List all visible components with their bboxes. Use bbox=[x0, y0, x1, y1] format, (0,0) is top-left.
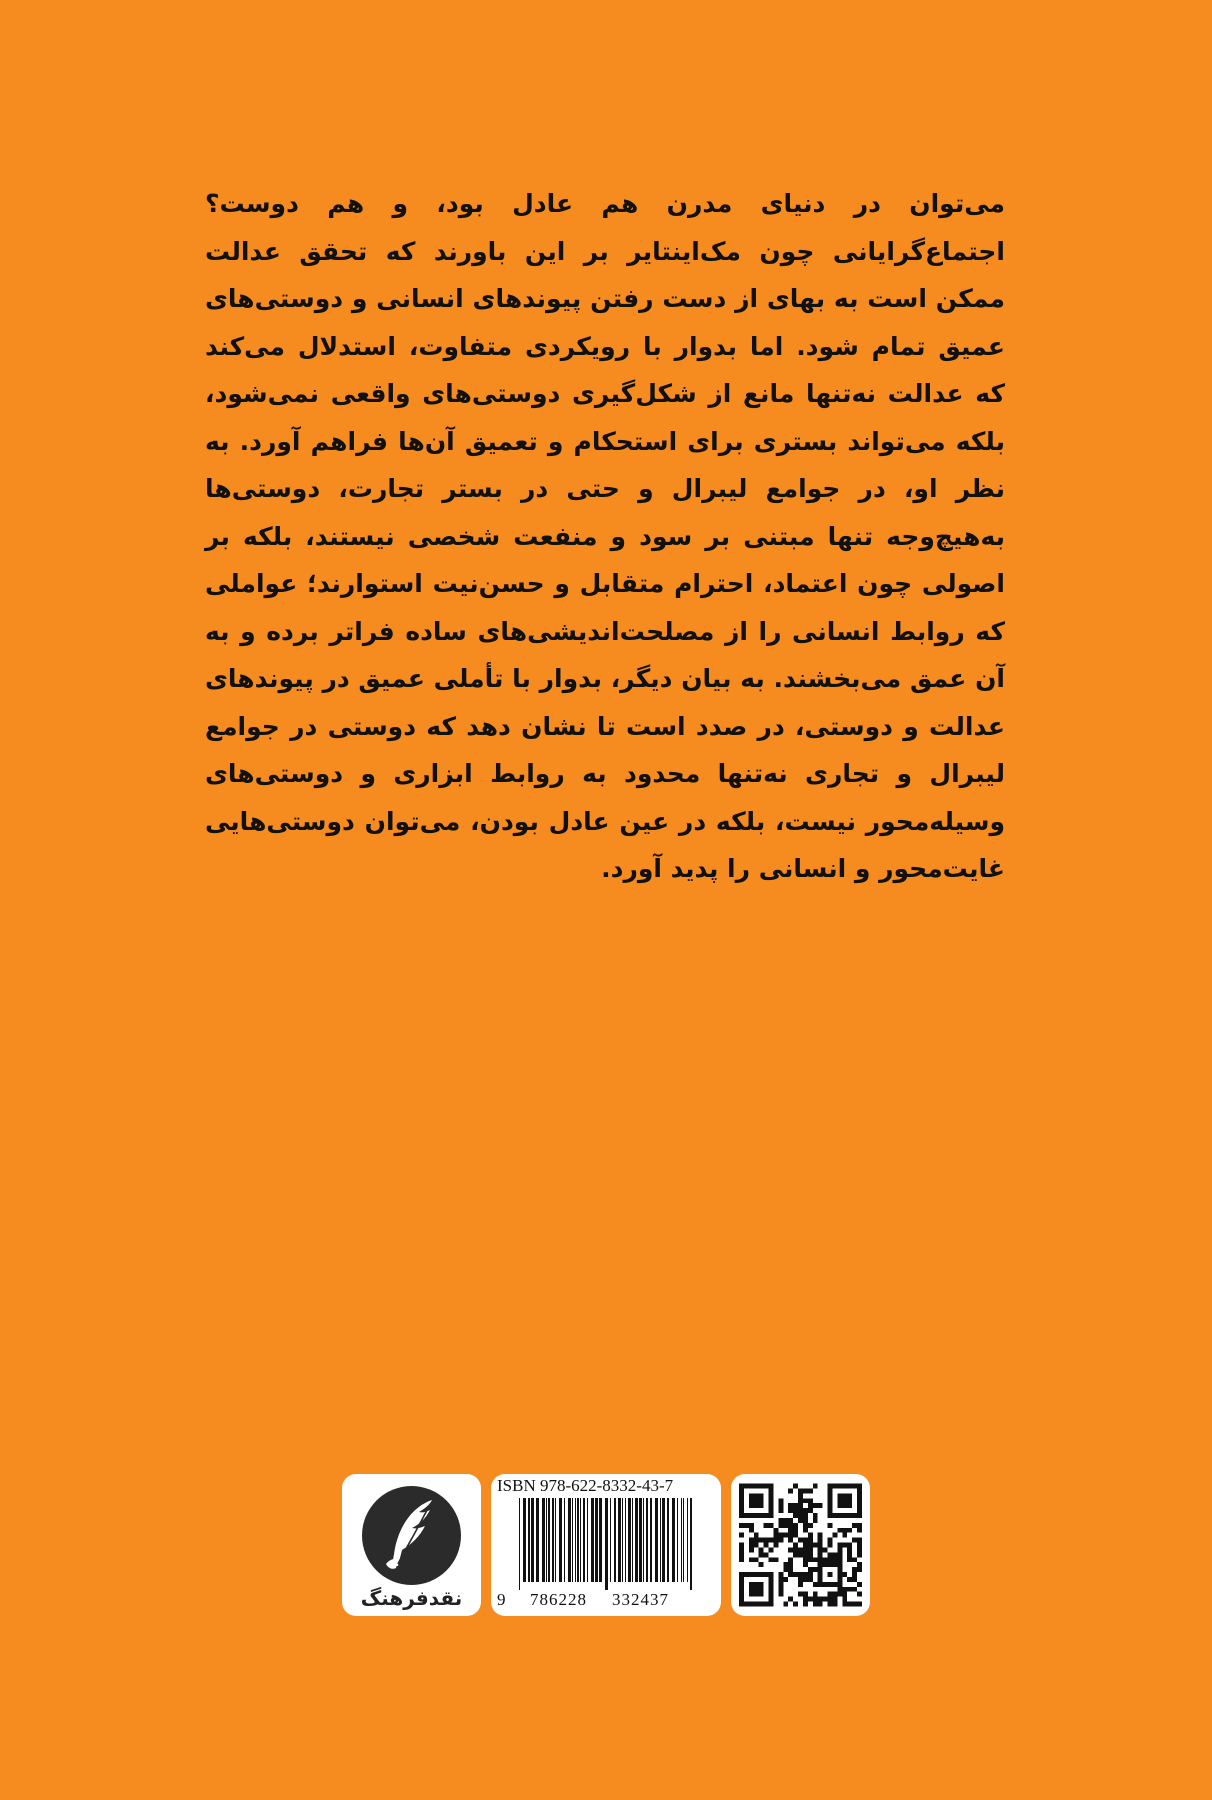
isbn-label: ISBN 978-622-8332-43-7 bbox=[497, 1476, 674, 1495]
publisher-name: نقدفرهنگ bbox=[360, 1586, 463, 1610]
back-cover-blurb bbox=[205, 180, 1005, 893]
feather-quill-icon bbox=[362, 1486, 461, 1585]
barcode-icon bbox=[517, 1498, 697, 1590]
isbn-digit-first: 9 bbox=[497, 1590, 506, 1609]
qr-code-icon bbox=[739, 1482, 862, 1608]
isbn-barcode-box bbox=[491, 1474, 721, 1616]
qr-code-box bbox=[731, 1474, 870, 1616]
isbn-digits-right: 332437 bbox=[612, 1590, 669, 1609]
isbn-digits-left: 786228 bbox=[530, 1590, 587, 1609]
publisher-logo-box bbox=[342, 1474, 481, 1616]
footer-boxes bbox=[0, 1474, 1212, 1616]
blurb-paragraph: می‌توان در دنیای مدرن هم عادل بود، و هم دوست؟ اجتماع‌گرایانی چون مک‌اینتایر بر این باورند که تحقق عدالت ممکن است به بهای از دست رفتن پیوندهای انسانی و دوستی‌های عمیق تمام شود. اما بدوار با رویکردی متفاوت، استدلال می‌کند که عدالت نه‌تنها مانع از شکل‌گیری دوستی‌های واقعی نمی‌شود، بلکه می‌تواند بستری برای استحکام و تعمیق آن‌ها فراهم آورد. به نظر او، در جوامع لیبرال و حتی در بستر تجارت، دوستی‌ها به‌هیچ‌وجه تنها مبتنی بر سود و منفعت شخصی نیستند، بلکه بر اصولی چون اعتماد، احترام متقابل و حسن‌نیت استوارند؛ عواملی که روابط انسانی را از مصلحت‌اندیشی‌های ساده فراتر برده و به آن عمق می‌بخشند. به بیان دیگر، بدوار با تأملی عمیق در پیوندهای عدالت و دوستی، در صدد است تا نشان دهد که دوستی در جوامع لیبرال و تجاری نه‌تنها محدود به روابط ابزاری و دوستی‌های وسیله‌محور نیست، بلکه در عین عادل بودن، می‌توان دوستی‌هایی غایت‌محور و انسانی را پدید آورد. bbox=[205, 189, 1005, 883]
